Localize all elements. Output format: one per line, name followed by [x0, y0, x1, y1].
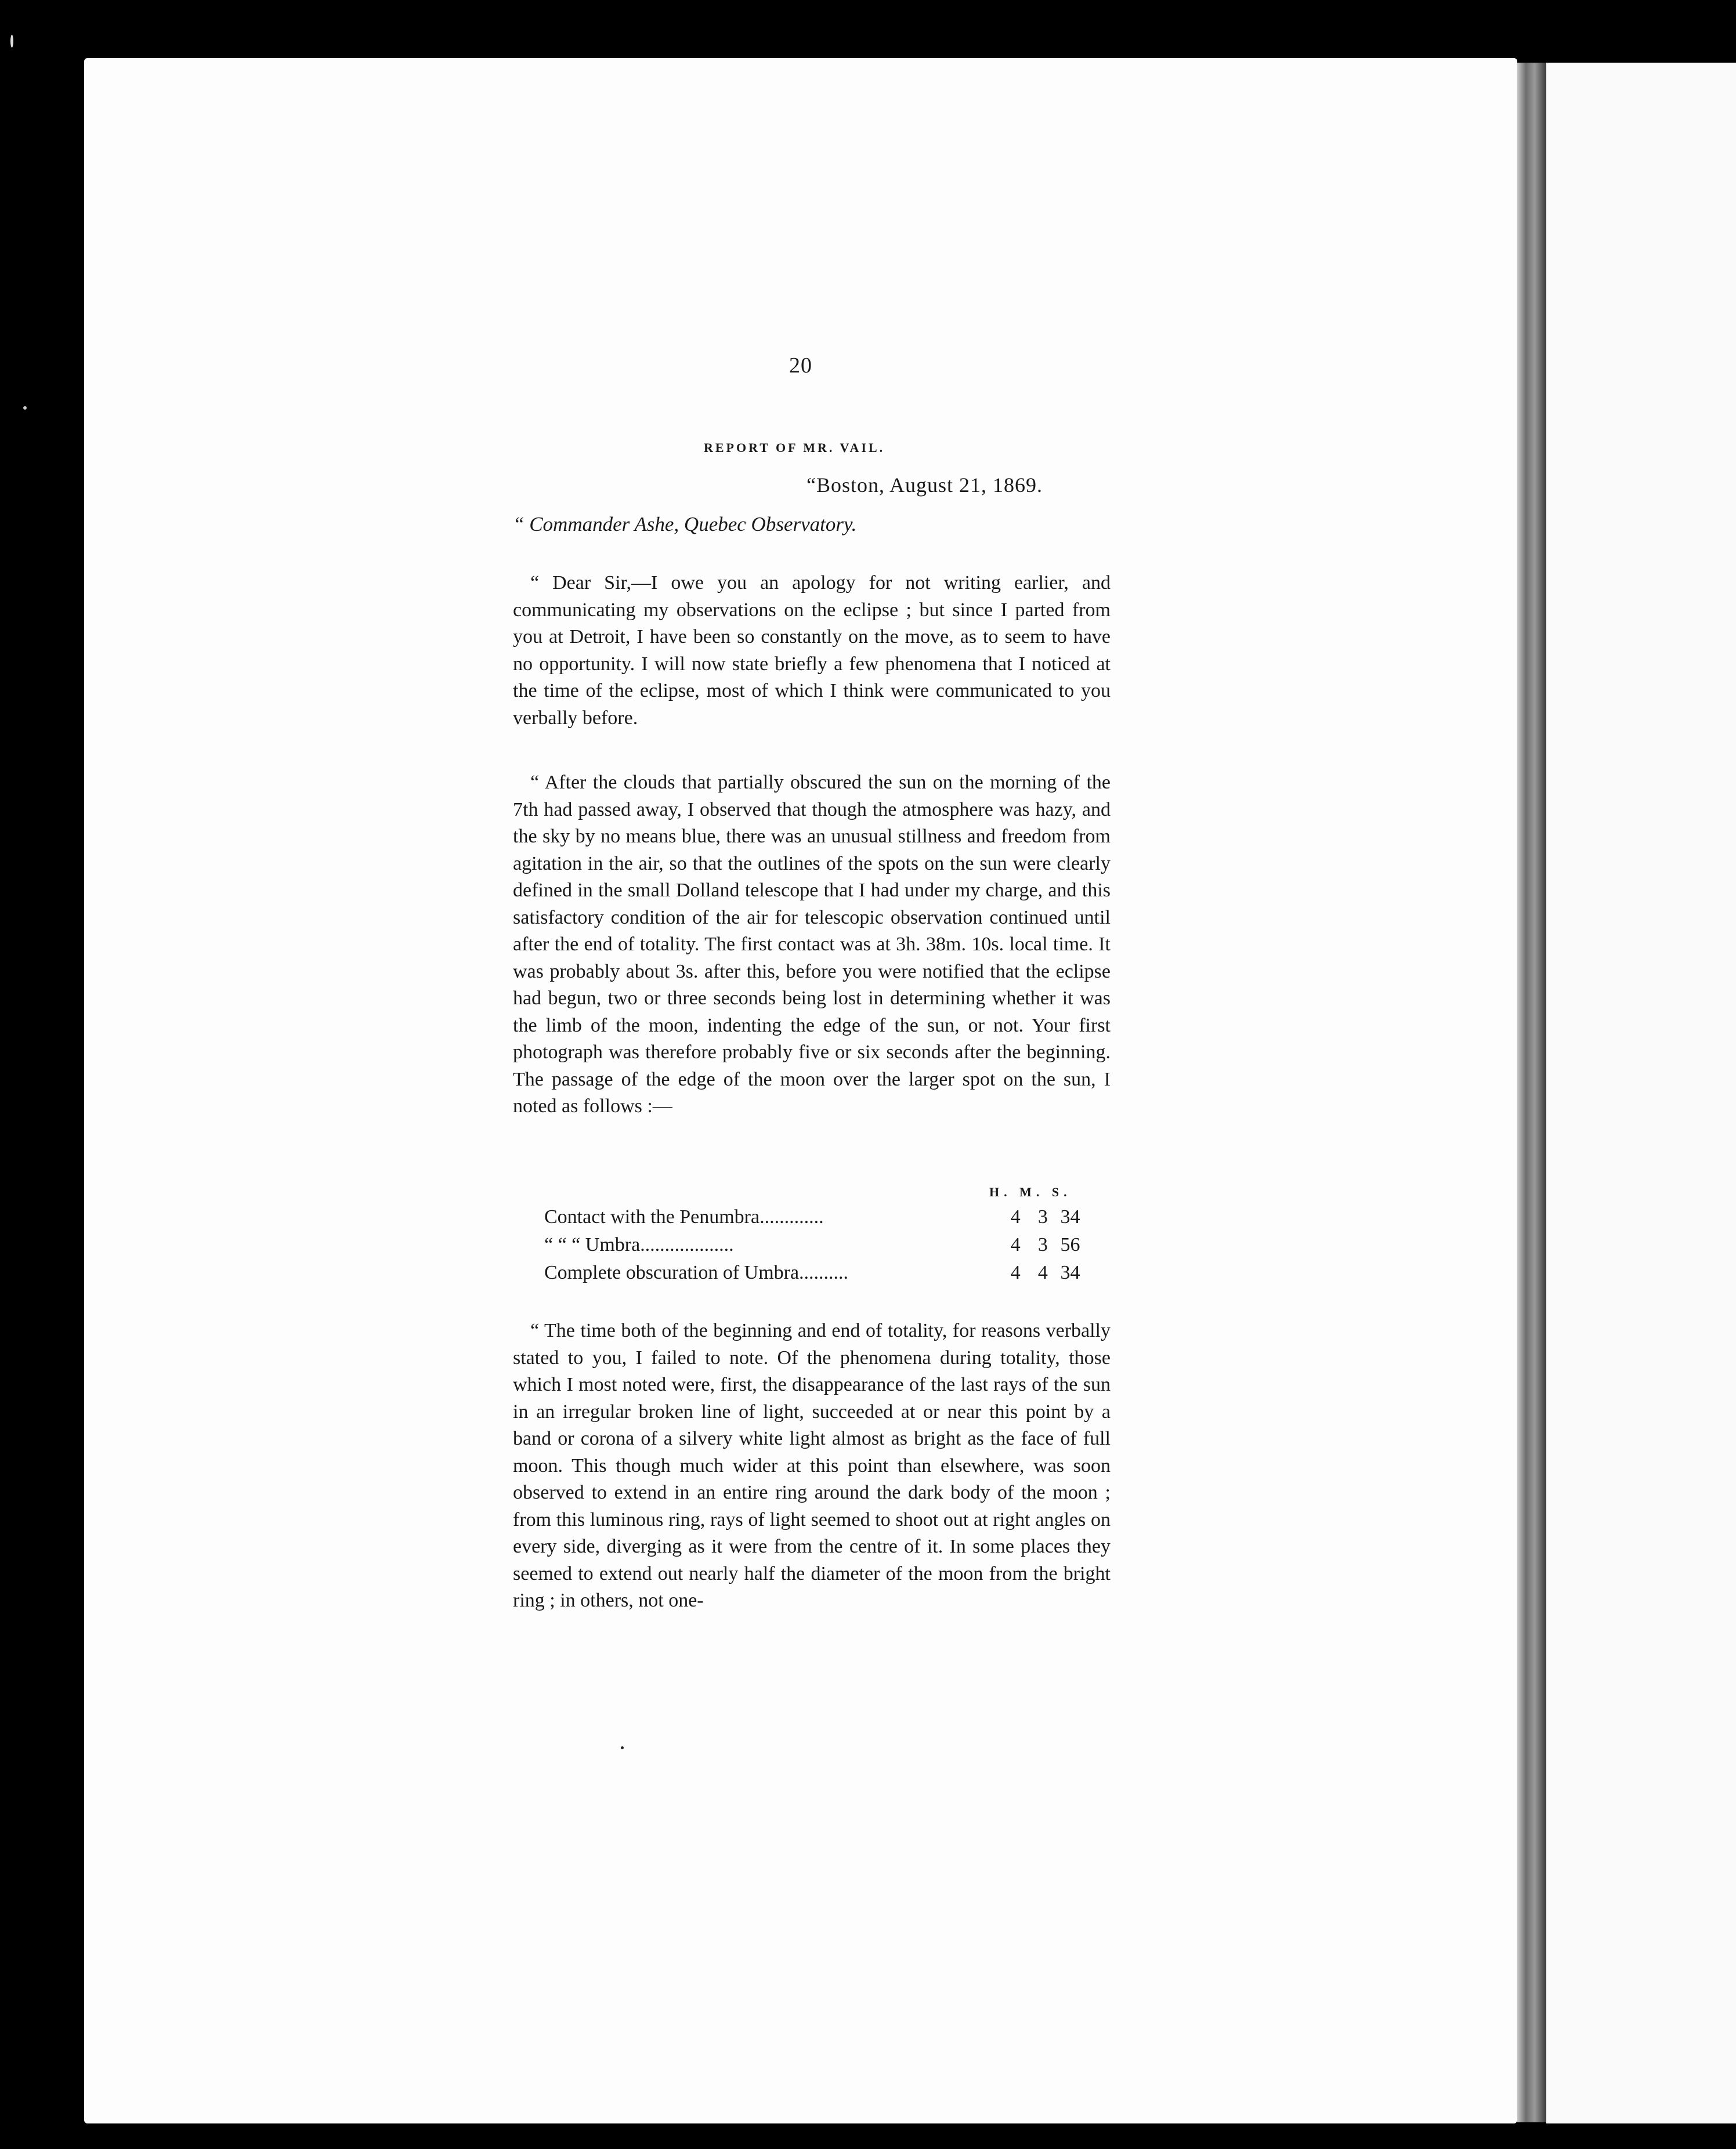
- salutation: “ Commander Ashe, Quebec Observatory.: [513, 513, 857, 536]
- timing-row: [544, 1203, 1084, 1231]
- scan-speck: [23, 406, 27, 410]
- timing-row: [544, 1231, 1084, 1259]
- timing-hours: 4: [1010, 1234, 1021, 1256]
- timing-row-label: Contact with the Penumbra.............: [544, 1206, 824, 1228]
- report-heading: REPORT OF MR. VAIL.: [704, 440, 885, 455]
- paragraph-totality: “ The time both of the beginning and end of totality, for reasons verbally stated to you, I failed to note. Of the phenomena during totality, those which I most noted were, first, the disappearance of the last rays of the sun in an irregular broken line of light, succeeded at or near this point by a band or corona of a silvery white light almost as bright as the face of full moon. This though much wider at this point than elsewhere, was soon observed to extend in an entire ring around the dark body of the moon ; from this luminous ring, rays of light seemed to shoot out at right angles on every side, diverging as it were from the centre of it. In some places they seemed to extend out nearly half the diameter of the moon from the bright ring ; in others, not one-: [513, 1320, 1111, 1611]
- timing-seconds: 34: [1060, 1206, 1080, 1228]
- timing-row: [544, 1259, 1084, 1287]
- timing-minutes: 3: [1037, 1206, 1048, 1228]
- paragraph-observations: “ After the clouds that partially obscured the sun on the morning of the 7th had passed away, I observed that though the atmosphere was hazy, and the sky by no means blue, there was an unusual stillness and freedom from agitation in the air, so that the outlines of the spots on the sun were clearly defined in the small Dolland telescope that I had under my charge, and this satisfactory condition of the air for telescopic observation continued until after the end of totality. The first contact was at 3h. 38m. 10s. local time. It was probably about 3s. after this, before you were notified that the eclipse had begun, two or three seconds being lost in determining whether it was the limb of the moon, indenting the edge of the sun, or not. Your first photograph was therefore probably five or six seconds after the beginning. The passage of the edge of the moon over the larger spot on the sun, I noted as follows :—: [513, 772, 1111, 1117]
- timing-table-header: H. M. S.: [989, 1185, 1072, 1199]
- timing-hours: 4: [1010, 1206, 1021, 1228]
- adjacent-page: [1546, 63, 1736, 2123]
- letter-date-line: “Boston, August 21, 1869.: [806, 473, 1043, 497]
- timing-seconds: 56: [1060, 1234, 1080, 1256]
- page-number: 20: [789, 353, 812, 378]
- timing-table: [544, 1203, 1084, 1287]
- scan-speck: [621, 1746, 624, 1749]
- scan-speck: [10, 35, 13, 48]
- timing-minutes: 4: [1037, 1262, 1048, 1283]
- timing-row-label: Complete obscuration of Umbra..........: [544, 1262, 849, 1283]
- timing-minutes: 3: [1037, 1234, 1048, 1256]
- timing-row-label: “ “ “ Umbra...................: [544, 1234, 734, 1256]
- paragraph-opening: “ Dear Sir,—I owe you an apology for not writing earlier, and communicating my observations on the eclipse ; but since I parted from you at Detroit, I have been so constantly on the move, as to seem to have no opportunity. I will now state briefly a few phenomena that I noticed at the time of the eclipse, most of which I think were communicated to you verbally before.: [513, 572, 1111, 729]
- timing-hours: 4: [1010, 1262, 1021, 1283]
- timing-seconds: 34: [1060, 1262, 1080, 1283]
- page-binding-edge: [1517, 63, 1546, 2122]
